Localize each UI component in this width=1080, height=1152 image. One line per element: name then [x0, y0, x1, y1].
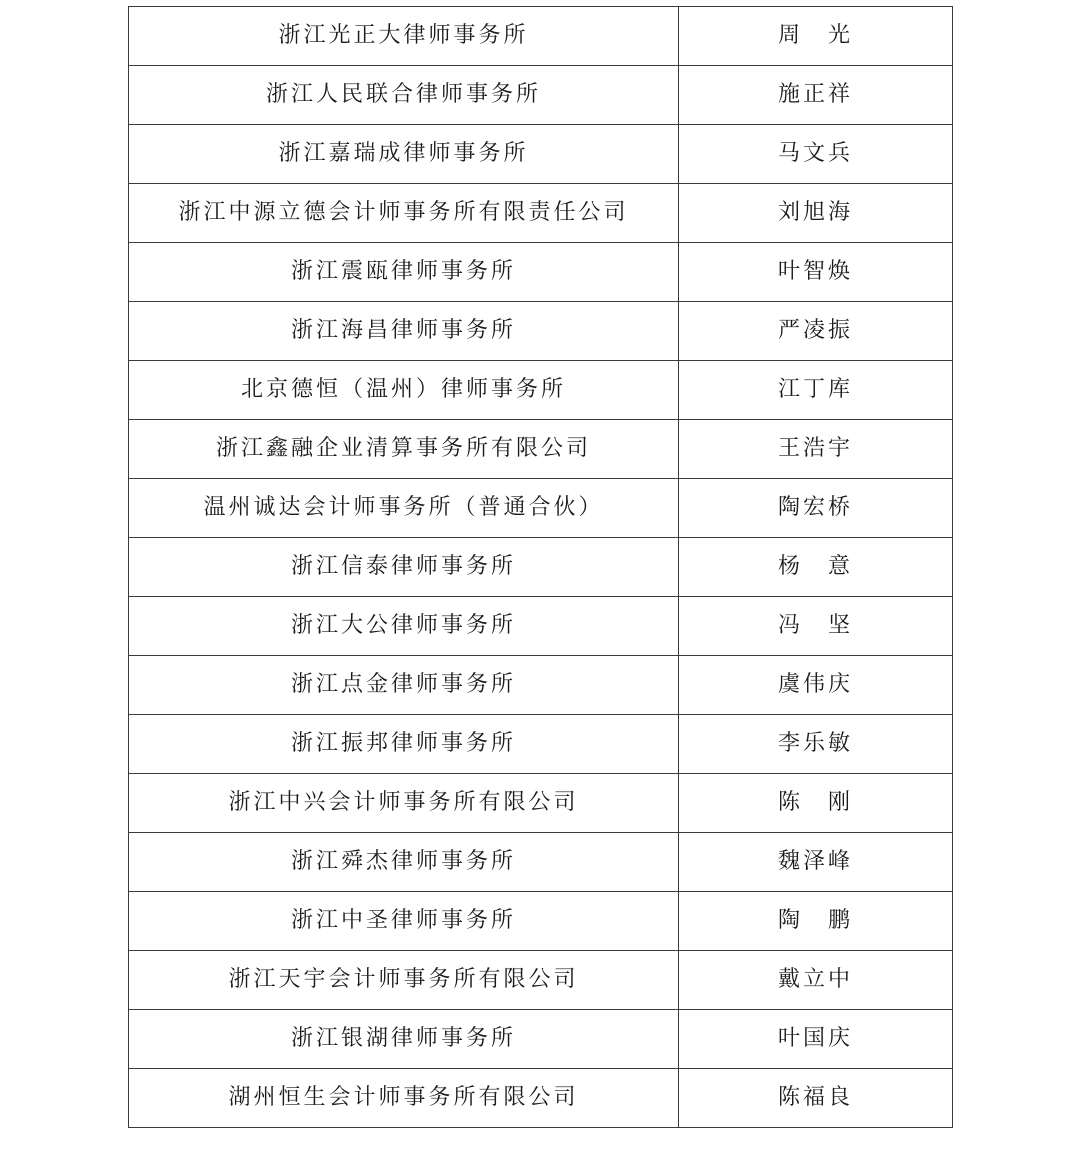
firm-name-cell: 浙江人民联合律师事务所: [129, 66, 679, 125]
table-row: [129, 833, 953, 892]
roster-body: [129, 7, 953, 1128]
person-name-cell: 刘旭海: [679, 184, 953, 243]
table-row: [129, 66, 953, 125]
table-row: [129, 715, 953, 774]
person-name-cell: 周 光: [679, 7, 953, 66]
person-name-cell: 虞伟庆: [679, 656, 953, 715]
table-row: [129, 1069, 953, 1128]
firm-roster-table: [128, 6, 953, 1128]
table-row: [129, 302, 953, 361]
person-name-cell: 陶宏桥: [679, 479, 953, 538]
firm-name-cell: 浙江鑫融企业清算事务所有限公司: [129, 420, 679, 479]
person-name-cell: 李乐敏: [679, 715, 953, 774]
firm-name-cell: 浙江海昌律师事务所: [129, 302, 679, 361]
person-name-cell: 陈 刚: [679, 774, 953, 833]
firm-name-cell: 浙江光正大律师事务所: [129, 7, 679, 66]
person-name-cell: 严凌振: [679, 302, 953, 361]
table-row: [129, 892, 953, 951]
person-name-cell: 江丁库: [679, 361, 953, 420]
person-name-cell: 陈福良: [679, 1069, 953, 1128]
firm-name-cell: 浙江震瓯律师事务所: [129, 243, 679, 302]
person-name-cell: 叶国庆: [679, 1010, 953, 1069]
person-name-cell: 冯 坚: [679, 597, 953, 656]
firm-name-cell: 浙江点金律师事务所: [129, 656, 679, 715]
firm-name-cell: 湖州恒生会计师事务所有限公司: [129, 1069, 679, 1128]
table-row: [129, 361, 953, 420]
firm-name-cell: 浙江振邦律师事务所: [129, 715, 679, 774]
person-name-cell: 戴立中: [679, 951, 953, 1010]
table-row: [129, 125, 953, 184]
person-name-cell: 杨 意: [679, 538, 953, 597]
table-row: [129, 7, 953, 66]
firm-name-cell: 浙江中圣律师事务所: [129, 892, 679, 951]
table-row: [129, 951, 953, 1010]
firm-name-cell: 浙江信泰律师事务所: [129, 538, 679, 597]
table-row: [129, 656, 953, 715]
table-row: [129, 243, 953, 302]
firm-name-cell: 浙江嘉瑞成律师事务所: [129, 125, 679, 184]
firm-name-cell: 温州诚达会计师事务所（普通合伙）: [129, 479, 679, 538]
firm-name-cell: 浙江中源立德会计师事务所有限责任公司: [129, 184, 679, 243]
person-name-cell: 陶 鹏: [679, 892, 953, 951]
table-row: [129, 597, 953, 656]
person-name-cell: 叶智焕: [679, 243, 953, 302]
person-name-cell: 施正祥: [679, 66, 953, 125]
firm-name-cell: 北京德恒（温州）律师事务所: [129, 361, 679, 420]
firm-name-cell: 浙江大公律师事务所: [129, 597, 679, 656]
table-row: [129, 420, 953, 479]
person-name-cell: 魏泽峰: [679, 833, 953, 892]
table-row: [129, 184, 953, 243]
table-row: [129, 1010, 953, 1069]
firm-name-cell: 浙江舜杰律师事务所: [129, 833, 679, 892]
table-row: [129, 774, 953, 833]
table-row: [129, 538, 953, 597]
person-name-cell: 王浩宇: [679, 420, 953, 479]
firm-name-cell: 浙江中兴会计师事务所有限公司: [129, 774, 679, 833]
person-name-cell: 马文兵: [679, 125, 953, 184]
table-row: [129, 479, 953, 538]
firm-name-cell: 浙江银湖律师事务所: [129, 1010, 679, 1069]
firm-name-cell: 浙江天宇会计师事务所有限公司: [129, 951, 679, 1010]
